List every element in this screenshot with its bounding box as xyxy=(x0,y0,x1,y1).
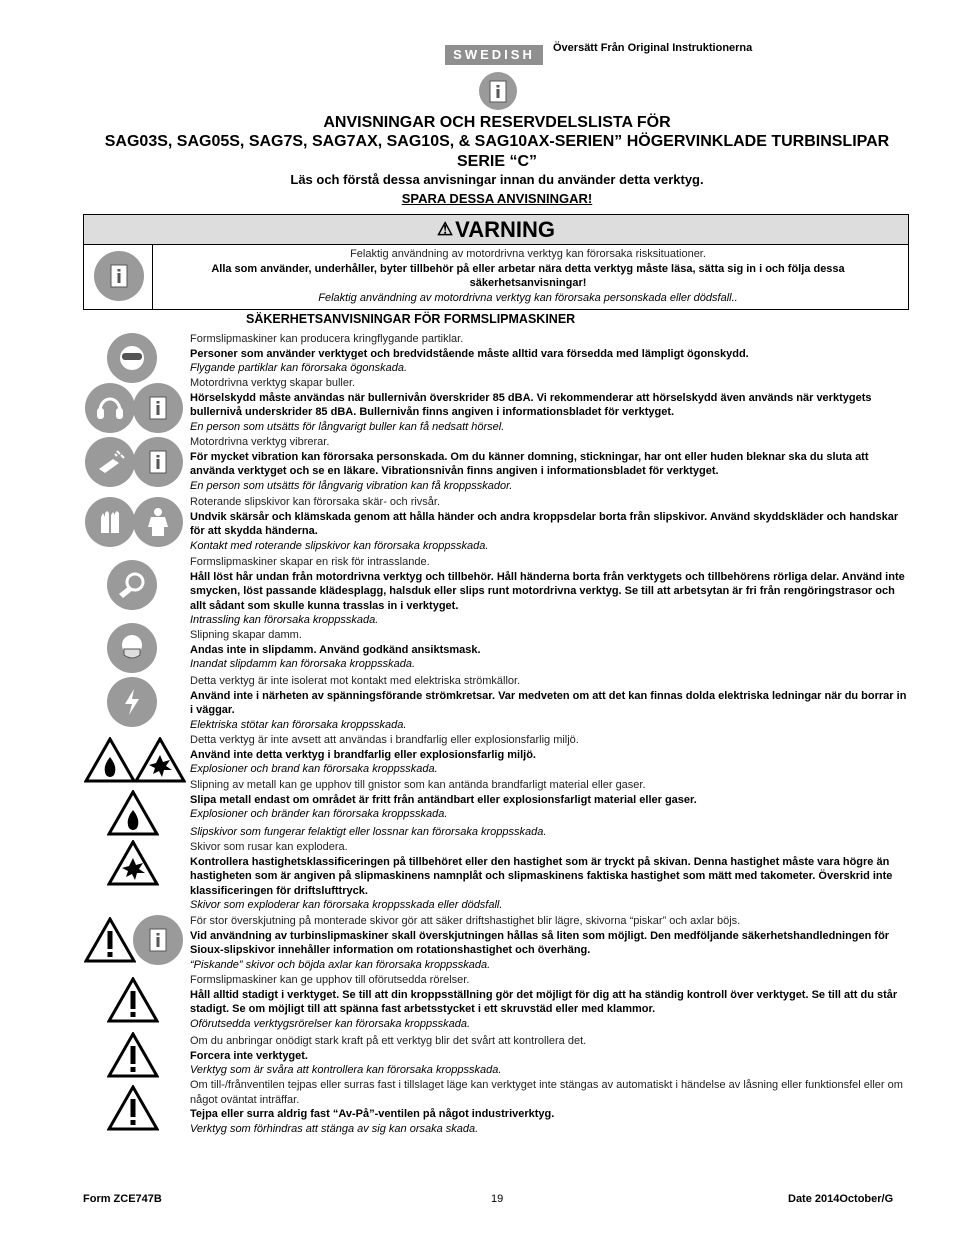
item-consequence: Explosioner och brand kan förorsaka kroppsskada. xyxy=(190,763,438,775)
electric-shock-icon xyxy=(107,677,157,727)
item-consequence: “Piskande” skivor och böjda axlar kan förorsaka kroppsskada. xyxy=(190,958,491,971)
item-consequence: En person som utsätts för långvarig vibration kan få kroppsskador. xyxy=(190,479,513,492)
warning-heading xyxy=(84,215,908,245)
item-statement: Motordrivna verktyg vibrerar. xyxy=(190,436,330,448)
item-statement: Motordrivna verktyg skapar buller. xyxy=(190,377,356,389)
read-manual-icon xyxy=(133,437,183,487)
item-consequence: Slipskivor som fungerar felaktigt eller lossnar kan förorsaka kroppsskada. xyxy=(190,825,547,838)
item-instruction: Kontrollera hastighetsklassificeringen på tillbehöret eller den hastighet som är tryckt på skivan. Denna hastighet måste vara högre än hastigheten som är angiven på slipmaskinens namnplåt och slipmaskinens faktiska hastighet som mätt med takometer. Överskrid inte klassificeringen för driftslufttryck. xyxy=(190,855,893,897)
form-number: Form ZCE747B xyxy=(83,1193,162,1205)
safety-item-throttle xyxy=(190,1078,912,1136)
general-warning-icon xyxy=(84,917,136,963)
item-statement: Slipning skapar damm. xyxy=(190,629,302,641)
read-manual-icon xyxy=(479,72,517,110)
warning-box xyxy=(83,214,909,310)
item-instruction: Andas inte in slipdamm. Använd godkänd ansiktsmask. xyxy=(190,643,481,656)
ear-protection-icon xyxy=(85,383,135,433)
safety-item-overspeed xyxy=(190,840,912,913)
section-title: SÄKERHETSANVISNINGAR FÖR FORMSLIPMASKINER xyxy=(246,312,576,326)
safety-item-cuts xyxy=(190,495,912,553)
safety-item-overhang xyxy=(190,914,912,972)
item-statement: Detta verktyg är inte isolerat mot kontakt med elektriska strömkällor. xyxy=(190,675,521,687)
safety-item-noise xyxy=(190,376,912,434)
translated-note: Översätt Från Original Instruktionerna xyxy=(553,42,753,54)
read-manual-icon xyxy=(133,915,183,965)
item-consequence: Flygande partiklar kan förorsaka ögonskada. xyxy=(190,362,408,374)
safety-item-electric xyxy=(190,674,912,732)
item-instruction: Forcera inte verktyget. xyxy=(190,1049,308,1062)
safety-item-vibration xyxy=(190,435,912,493)
item-consequence: Intrassling kan förorsaka kroppsskada. xyxy=(190,614,379,626)
item-instruction: Slipa metall endast om området är fritt från antändbart eller explosionsfarligt material eller gaser. xyxy=(190,793,697,806)
item-consequence: En person som utsätts för långvarigt buller kan få nedsatt hörsel. xyxy=(190,420,505,433)
warning-line1: Felaktig användning av motordrivna verktyg kan förorsaka risksituationer. xyxy=(350,248,706,260)
warning-heading-text: VARNING xyxy=(455,216,555,242)
item-statement: Formslipmaskiner kan ge upphov till oförutsedda rörelser. xyxy=(190,974,470,986)
dust-mask-icon xyxy=(107,623,157,673)
item-statement: Slipning av metall kan ge upphov till gnistor som kan antända brandfarligt material eller gaser. xyxy=(190,779,646,791)
item-instruction: För mycket vibration kan förorsaka personskada. Om du känner domning, stickningar, har ont eller huden bleknar ska du sluta att använda verktyget och se en läkare. Vibrationsnivån finns angiven i informationsbladet för verktyget. xyxy=(190,450,869,477)
warning-text xyxy=(158,247,898,305)
warning-line3: Felaktig användning av motordrivna verktyg kan förorsaka personskada eller dödsfall.. xyxy=(318,291,738,304)
safety-item-dust xyxy=(190,628,912,672)
general-warning-icon xyxy=(107,1085,159,1131)
item-instruction: Håll löst hår undan från motordrivna verktyg och tillbehör. Håll händerna borta från verktygets och tillbehörens rörliga delar. Använd inte smycken, löst passande klädesplagg, halsduk eller slips runt motordrivna verktyg. Se till att arbetsytan är fri från rengöringstrasor och allt sådant som skulle kunna trasslas in i verktyget. xyxy=(190,570,905,612)
item-consequence: Oförutsedda verktygsrörelser kan förorsaka kroppsskada. xyxy=(190,1017,471,1030)
doc-title-line3: SERIE “C” xyxy=(456,153,537,170)
explosion-hazard-icon xyxy=(134,737,186,783)
read-instruction: Läs och förstå dessa anvisningar innan du använder detta verktyg. xyxy=(290,172,704,187)
fire-hazard-icon xyxy=(107,790,159,836)
item-instruction: Tejpa eller surra aldrig fast “Av-På”-ventilen på något industriverktyg. xyxy=(190,1108,555,1120)
item-statement: Skivor som rusar kan explodera. xyxy=(190,841,348,853)
page-number: 19 xyxy=(491,1193,504,1205)
general-warning-icon xyxy=(107,1032,159,1078)
warning-triangle-icon: ⚠ xyxy=(437,219,454,239)
item-instruction: Håll alltid stadigt i verktyget. Se till att din kroppsställning gör det möjligt för dig att ha ständig kontroll över verktyget. Se till att du står stadigt. Se om möjligt till att spänna fast arbetsstycket i ett skruvstäd eller med klammor. xyxy=(190,988,898,1015)
item-statement: Formslipmaskiner kan producera kringflygande partiklar. xyxy=(190,333,464,345)
item-instruction: Hörselskydd måste användas när bullernivån överskrider 85 dBA. Vi rekommenderar att hörselskydd även används när verktygets bullernivå underskrider 85 dBA. Bullernivån finns angiven i informationsbladet för verktyget. xyxy=(190,391,872,418)
item-statement: Formslipmaskiner skapar en risk för intrasslande. xyxy=(190,556,430,568)
item-instruction: Personer som använder verktyget och bredvidstående måste alltid vara försedda med lämpligt ögonskydd. xyxy=(190,347,749,360)
entanglement-icon xyxy=(107,560,157,610)
safety-item-sparks xyxy=(190,778,912,839)
item-statement: Om du anbringar onödigt stark kraft på ett verktyg blir det svårt att kontrollera det. xyxy=(190,1035,587,1047)
safety-item-explosive-environment xyxy=(190,733,912,777)
protective-clothing-icon xyxy=(133,497,183,547)
item-consequence: Kontakt med roterande slipskivor kan förorsaka kroppsskada. xyxy=(190,539,489,552)
warning-line2: Alla som använder, underhåller, byter tillbehör på eller arbetar nära detta verktyg måste läsa, sätta sig in i och följa dessa säkerhetsanvisningar! xyxy=(211,262,845,289)
item-consequence: Explosioner och bränder kan förorsaka kroppsskada. xyxy=(190,808,448,820)
item-statement: Roterande slipskivor kan förorsaka skär- och rivsår. xyxy=(190,496,441,508)
item-consequence: Verktyg som förhindras att stänga av sig kan orsaka skada. xyxy=(190,1122,479,1135)
warning-icon-cell xyxy=(84,244,153,309)
eye-protection-icon xyxy=(107,333,157,383)
doc-title-line2: SAG03S, SAG05S, SAG7S, SAG7AX, SAG10S, & SAG10AX-SERIEN” HÖGERVINKLADE TURBINSLIPAR xyxy=(104,133,890,150)
item-statement: Detta verktyg är inte avsett att användas i brandfarlig eller explosionsfarlig miljö. xyxy=(190,734,579,746)
item-consequence: Inandat slipdamm kan förorsaka kroppsskada. xyxy=(190,658,416,670)
general-warning-icon xyxy=(107,977,159,1023)
save-instruction: SPARA DESSA ANVISNINGAR! xyxy=(401,191,593,206)
revision-date: Date 2014October/G xyxy=(788,1193,894,1205)
item-statement: För stor överskjutning på monterade skivor gör att säker driftshastighet blir lägre, skivorna “piskar” och axlar böjs. xyxy=(190,915,741,927)
gloves-icon xyxy=(85,497,135,547)
item-consequence: Verktyg som är svåra att kontrollera kan förorsaka kroppsskada. xyxy=(190,1064,502,1076)
language-badge: SWEDISH xyxy=(445,45,543,65)
item-instruction: Undvik skärsår och klämskada genom att hålla händer och andra kroppsdelar borta från slipskivor. Använd skyddskläder och handskar för att skydda händerna. xyxy=(190,510,899,537)
item-consequence: Skivor som exploderar kan förorsaka kroppsskada eller dödsfall. xyxy=(190,899,503,911)
explosion-hazard-icon xyxy=(107,840,159,886)
item-instruction: Använd inte detta verktyg i brandfarlig eller explosionsfarlig miljö. xyxy=(190,748,536,761)
doc-title-line1: ANVISNINGAR OCH RESERVDELSLISTA FÖR xyxy=(323,114,671,131)
safety-item-unexpected-movement xyxy=(190,973,912,1031)
read-manual-icon xyxy=(133,383,183,433)
safety-item-entanglement xyxy=(190,555,912,628)
item-instruction: Vid användning av turbinslipmaskiner skall överskjutningen hållas så liten som möjligt. Den medföljande säkerhetshandledningen för Sioux-slipskivor innehåller information om rotationshastighet och överhäng. xyxy=(190,929,890,956)
item-statement: Om till-/frånventilen tejpas eller surras fast i tillslaget läge kan verktyget inte stängas av automatiskt i händelse av låsning eller funktionsfel eller om något oväntat inträffar. xyxy=(190,1079,903,1106)
safety-item-force xyxy=(190,1034,912,1078)
item-consequence: Elektriska stötar kan förorsaka kroppsskada. xyxy=(190,718,407,731)
fire-hazard-icon xyxy=(84,737,136,783)
safety-item-eye xyxy=(190,332,912,376)
vibration-icon xyxy=(85,437,135,487)
item-instruction: Använd inte i närheten av spänningsförande strömkretsar. Var medveten om att det kan finnas dolda elektriska ledningar när du borrar in i väggar. xyxy=(190,689,907,716)
read-manual-icon xyxy=(94,251,144,301)
